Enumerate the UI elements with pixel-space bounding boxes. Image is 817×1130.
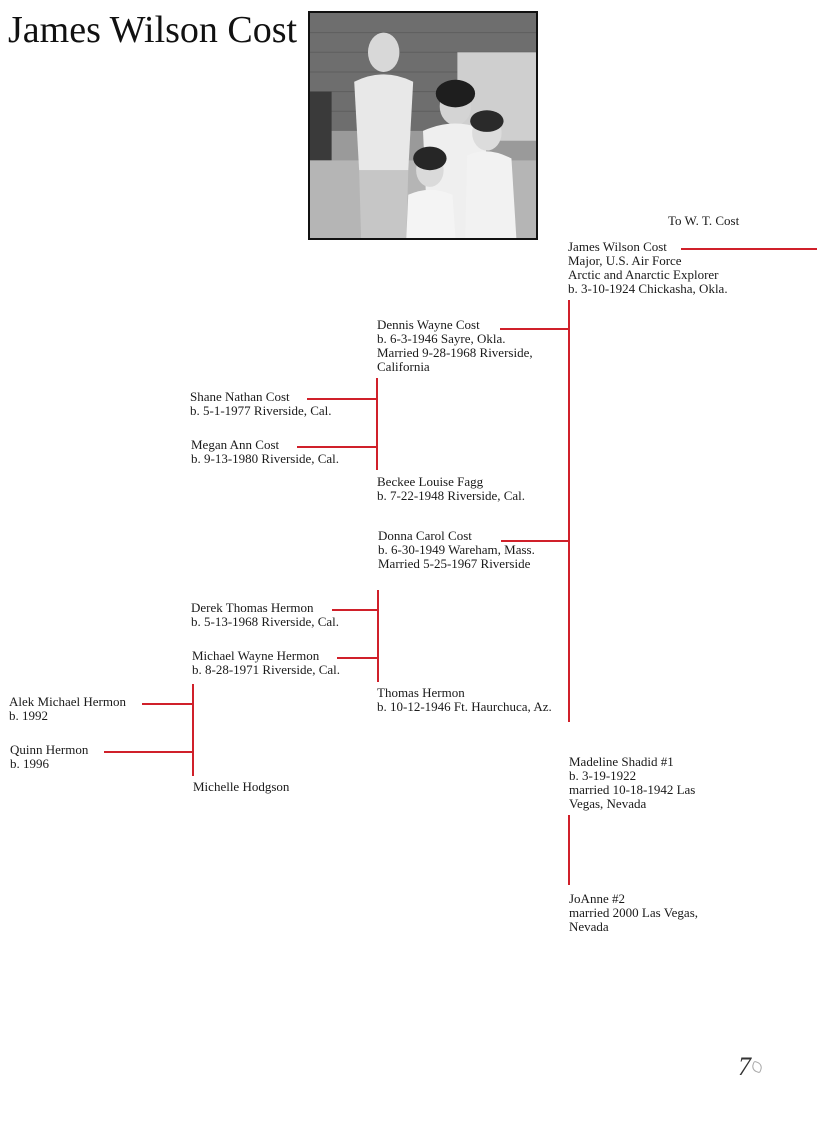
person-donna: Donna Carol Cost b. 6-30-1949 Wareham, Mass. Married 5-25-1967 Riverside [378, 528, 535, 571]
person-alek: Alek Michael Hermon b. 1992 [9, 694, 126, 723]
person-dennis: Dennis Wayne Cost b. 6-3-1946 Sayre, Okla. Married 9-28-1968 Riverside, California [377, 317, 533, 374]
person-thomas: Thomas Hermon b. 10-12-1946 Ft. Haurchuca, Az. [377, 685, 552, 714]
to-ancestor-label: To W. T. Cost [668, 213, 740, 228]
connector-quinn [104, 751, 193, 753]
leaf-ornament-icon [751, 1061, 764, 1074]
person-beckee: Beckee Louise Fagg b. 7-22-1948 Riverside, Cal. [377, 474, 526, 503]
connector-donna-children-vertical [377, 590, 379, 682]
person-michelle: Michelle Hodgson [193, 779, 290, 794]
connector-alek [142, 703, 193, 705]
person-derek: Derek Thomas Hermon b. 5-13-1968 Riverside, Cal. [191, 600, 340, 629]
photo-image [310, 13, 536, 238]
family-photo [308, 11, 538, 240]
person-madeline: Madeline Shadid #1 b. 3-19-1922 married 10-18-1942 Las Vegas, Nevada [569, 754, 696, 811]
person-joanne: JoAnne #2 married 2000 Las Vegas, Nevada [569, 891, 699, 934]
person-shane: Shane Nathan Cost b. 5-1-1977 Riverside, Cal. [190, 389, 332, 418]
connector-michael [337, 657, 378, 659]
person-megan: Megan Ann Cost b. 9-13-1980 Riverside, Cal. [191, 437, 340, 466]
page-title: James Wilson Cost [8, 9, 298, 51]
person-james: James Wilson Cost Major, U.S. Air Force Arctic and Anarctic Explorer b. 3-10-1924 Chickasha, Okla. [568, 239, 728, 296]
connector-james-children-vertical [568, 300, 570, 722]
connector-dennis-children-vertical [376, 378, 378, 470]
page-number: 7 [738, 1052, 751, 1081]
connector-spouses-vertical [568, 815, 570, 885]
connector-michael-children-vertical [192, 684, 194, 776]
person-quinn: Quinn Hermon b. 1996 [10, 742, 89, 771]
person-michael: Michael Wayne Hermon b. 8-28-1971 Riverside, Cal. [192, 648, 341, 677]
